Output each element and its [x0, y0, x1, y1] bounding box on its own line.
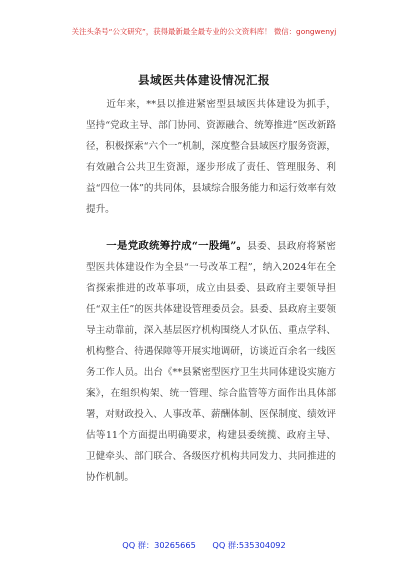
header-banner: 关注头条号“公文研究”，获得最新最全最专业的公文资料库！ 微信：gongwenyj [71, 27, 337, 36]
footer-qq-group-1: QQ 群：30265665 [122, 540, 196, 550]
paragraph-intro-text: 近年来，**县以推进紧密型县域医共体建设为抓手，坚持“党政主导、部门协同、资源融合、统筹推进”医改新路径，积极探索“六个一”机制，深度整合县域医疗服务资源，有效融合公共卫生资源，逐步形成了责任、管理服务、利益“四位一体”的共同体，县域综合服务能力和运行效率有效提升。 [86, 99, 336, 215]
footer-contacts [0, 540, 408, 551]
paragraph-lead-heading: 一是党政统筹拧成“一股绳”。 [106, 240, 248, 252]
paragraph-intro [86, 94, 336, 220]
paragraph-body-text: 县委、县政府将紧密型医共体建设作为全县“一号改革工程”，纳入2024年在全省探索推进的改革事项，成立由县委、县政府主要领导担任“双主任”的医共体建设管理委员会。县委、县政府主要领导主动靠前，深入基层医疗机构围绕人才队伍、重点学科、机构整合、待遇保障等开展实地调研，访谈近百余名一线医务工作人员。出台《**县紧密型医疗卫生共同体建设实施方案》，在组织构架、统一管理、综合监管等方面作出具体部署，对财政投入、人事改革、薪酬体制、医保制度、绩效评估等11个方面提出明确要求，构建县委统揽、政府主导、卫健牵头、部门联合、各级医疗机构共同发力、共同推进的协作机制。 [86, 241, 337, 483]
paragraph-party-coordination [86, 236, 336, 488]
footer-qq-group-2: QQ 群:535304092 [212, 540, 286, 550]
document-title: 县域医共体建设情况汇报 [138, 73, 270, 87]
